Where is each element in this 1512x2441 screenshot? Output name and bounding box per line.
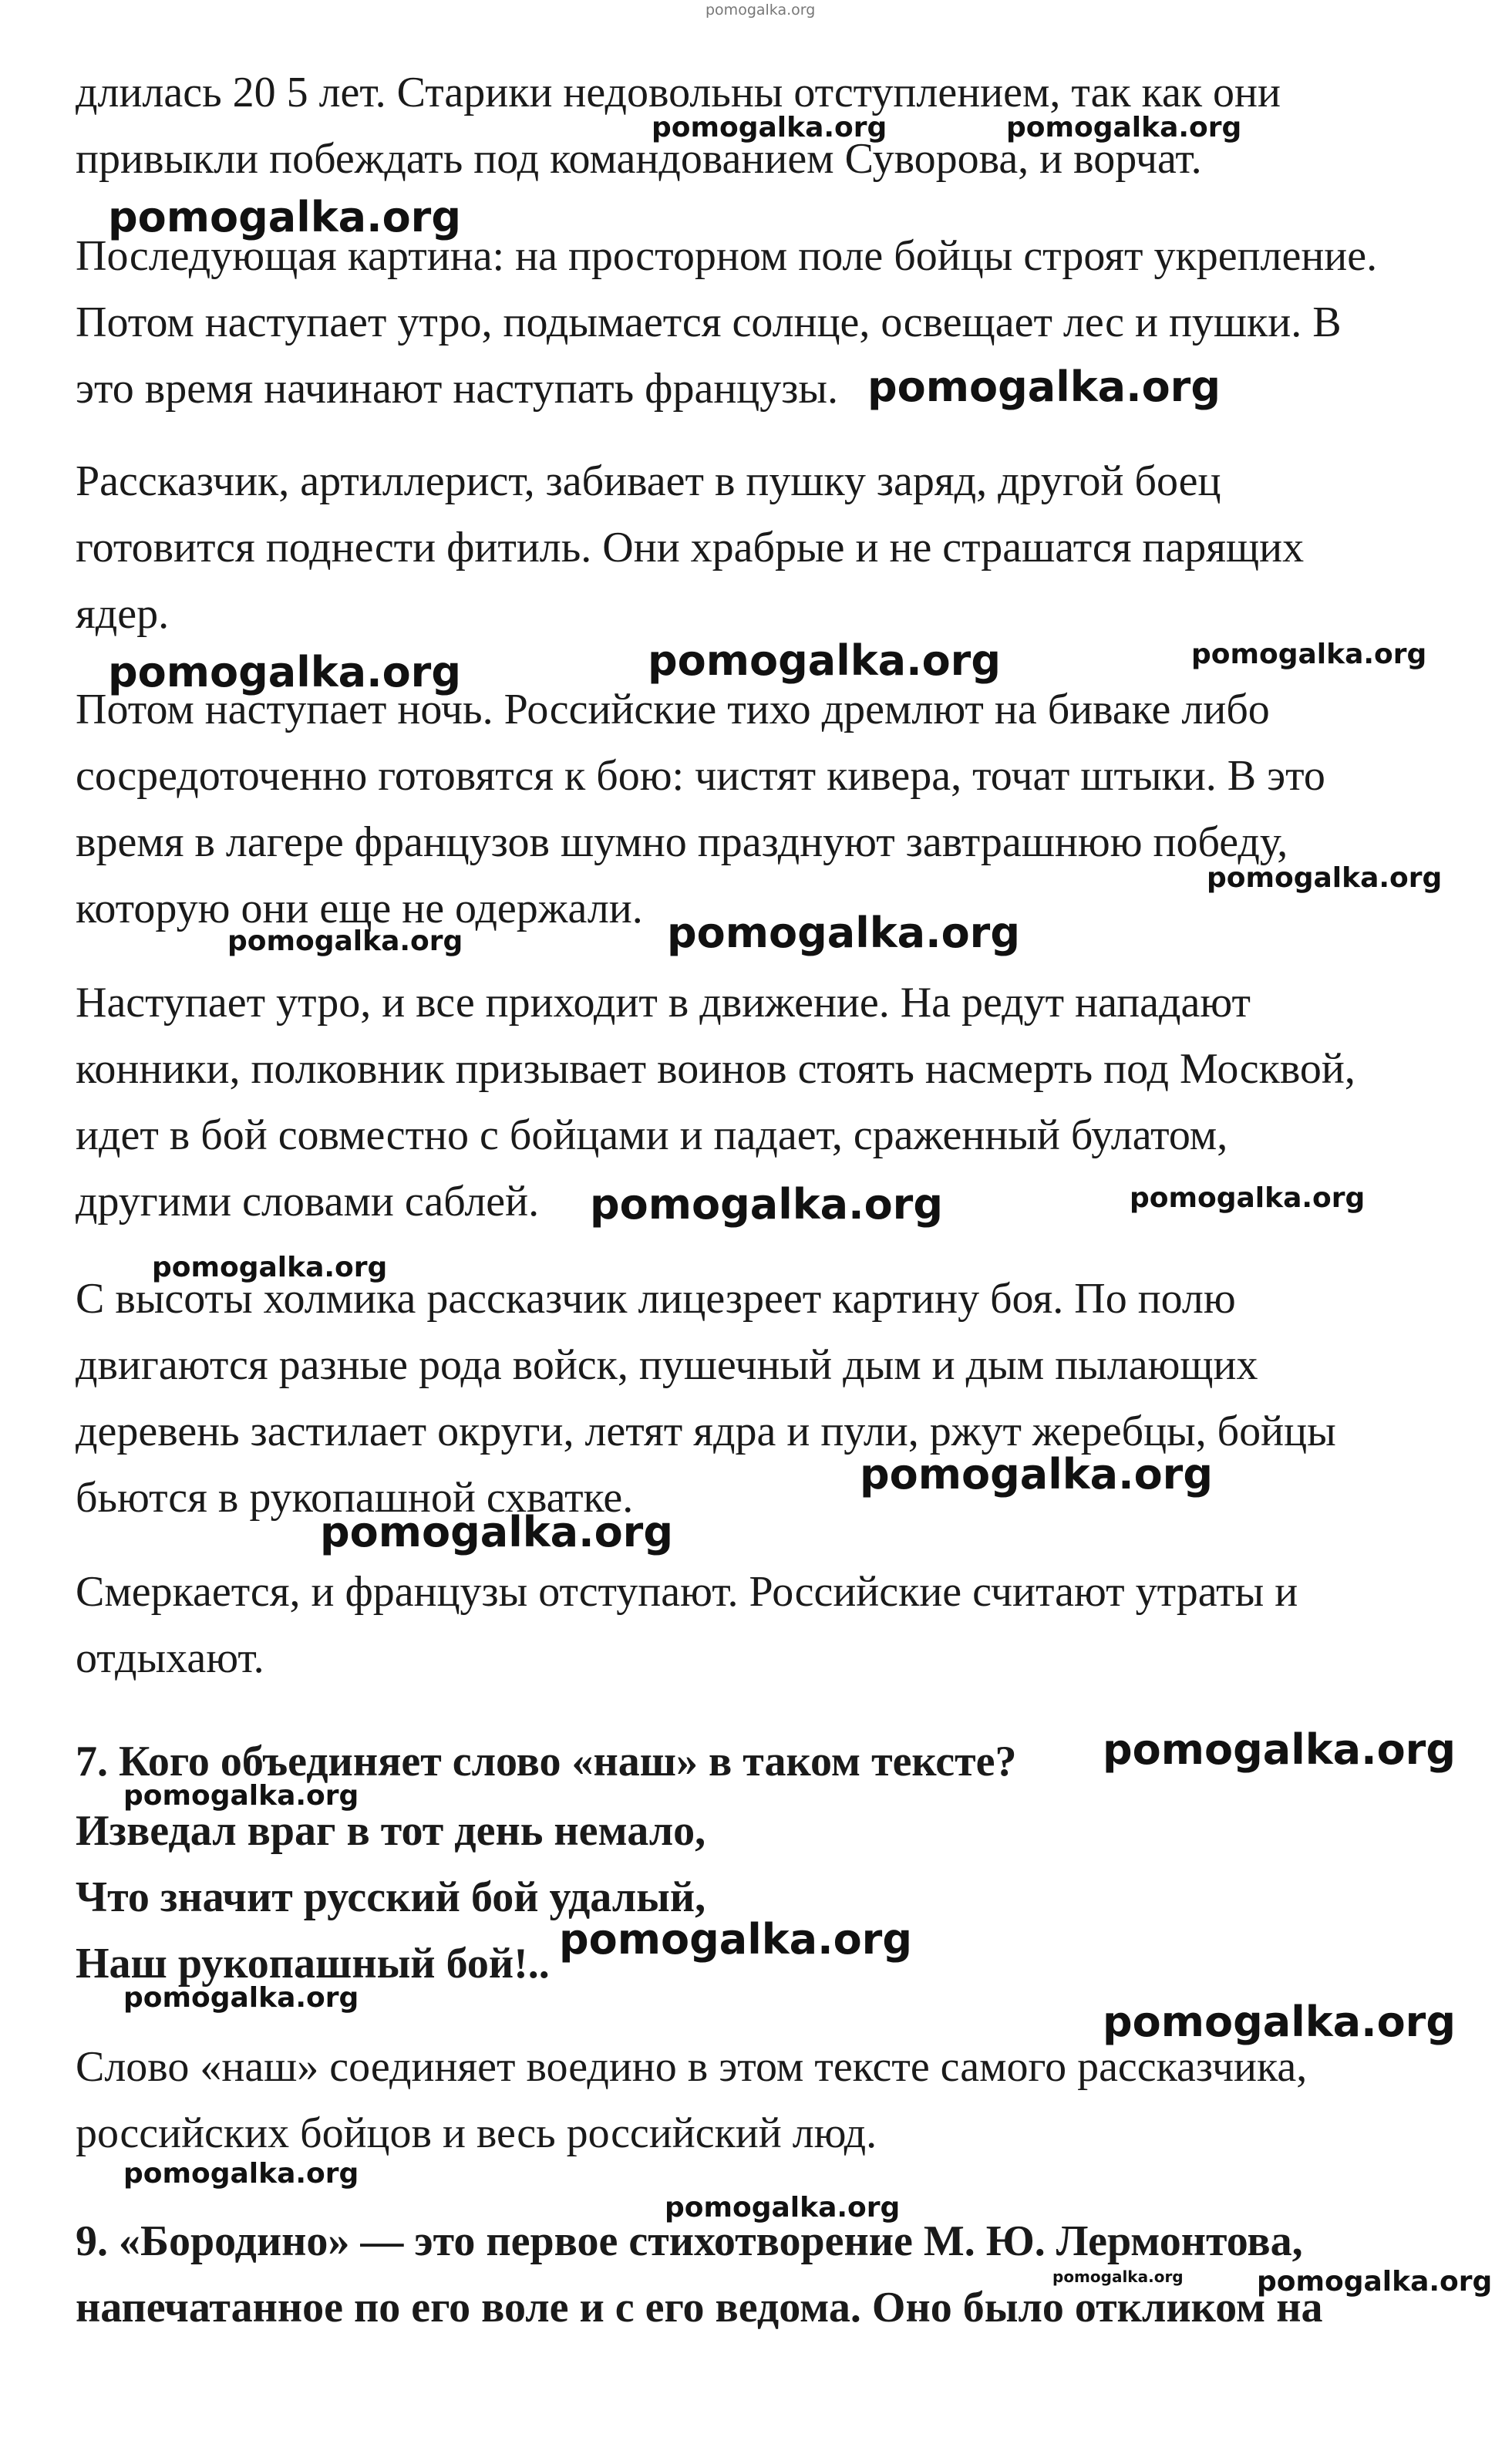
paragraph-line: Последующая картина: на просторном поле бойцы строят укрепление.	[76, 232, 1378, 280]
paragraph-line: двигаются разные рода войск, пушечный дым и дым пылающих	[76, 1341, 1258, 1389]
question-9-line: напечатанное по его воле и с его ведома. Оно было откликом на	[76, 2284, 1323, 2331]
paragraph-line: которую они еще не одержали.	[76, 885, 643, 932]
watermark: pomogalka.org	[227, 925, 463, 957]
verse-line: Что значит русский бой удалый,	[76, 1873, 706, 1921]
watermark: pomogalka.org	[1103, 1998, 1456, 2046]
verse-line: Изведал враг в тот день немало,	[76, 1807, 706, 1855]
paragraph-line: Наступает утро, и все приходит в движение. На редут нападают	[76, 979, 1251, 1027]
watermark: pomogalka.org	[1130, 1182, 1366, 1214]
watermark: pomogalka.org	[123, 1982, 359, 2014]
watermark: pomogalka.org	[1103, 1725, 1456, 1774]
paragraph-line: сосредоточенно готовятся к бою: чистят кивера, точат штыки. В это	[76, 752, 1325, 800]
paragraph-line: привыкли побеждать под командованием Суворова, и ворчат.	[76, 135, 1202, 183]
question-9-line: 9. «Бородино» — это первое стихотворение М. Ю. Лермонтова,	[76, 2217, 1303, 2265]
watermark: pomogalka.org	[1191, 639, 1427, 670]
paragraph-line: другими словами саблей.	[76, 1178, 540, 1226]
watermark: pomogalka.org	[320, 1508, 673, 1556]
paragraph-line: отдыхают.	[76, 1634, 264, 1682]
watermark: pomogalka.org	[1006, 112, 1242, 143]
watermark: pomogalka.org	[705, 2, 816, 19]
watermark: pomogalka.org	[648, 636, 1001, 685]
watermark: pomogalka.org	[559, 1915, 912, 1964]
paragraph-line: Смеркается, и французы отступают. Российские считают утраты и	[76, 1568, 1298, 1616]
watermark: pomogalka.org	[667, 909, 1020, 957]
watermark: pomogalka.org	[152, 1252, 388, 1283]
paragraph-line: готовится поднести фитиль. Они храбрые и не страшатся парящих	[76, 524, 1305, 571]
paragraph-line: С высоты холмика рассказчик лицезреет картину боя. По полю	[76, 1275, 1236, 1323]
paragraph-line: время в лагере французов шумно празднуют завтрашнюю победу,	[76, 818, 1288, 866]
watermark: pomogalka.org	[108, 648, 461, 696]
paragraph-line: это время начинают наступать французы.	[76, 365, 838, 413]
watermark: pomogalka.org	[123, 2158, 359, 2190]
watermark: pomogalka.org	[108, 193, 461, 241]
watermark: pomogalka.org	[1052, 2267, 1184, 2286]
paragraph-line: конники, полковник призывает воинов стоять насмерть под Москвой,	[76, 1045, 1355, 1093]
watermark: pomogalka.org	[665, 2192, 901, 2224]
paragraph-line: бьются в рукопашной схватке.	[76, 1474, 634, 1522]
watermark: pomogalka.org	[123, 1780, 359, 1812]
paragraph-line: идет в бой совместно с бойцами и падает, сраженный булатом,	[76, 1111, 1228, 1159]
paragraph-line: Рассказчик, артиллерист, забивает в пушку заряд, другой боец	[76, 457, 1221, 505]
watermark: pomogalka.org	[652, 112, 887, 143]
answer-line: российских бойцов и весь российский люд.	[76, 2109, 877, 2157]
paragraph-line: длилась 20 5 лет. Старики недовольны отступлением, так как они	[76, 69, 1281, 116]
paragraph-line: ядер.	[76, 590, 170, 638]
watermark: pomogalka.org	[860, 1450, 1213, 1499]
question-7-heading: 7. Кого объединяет слово «наш» в таком тексте?	[76, 1738, 1017, 1785]
watermark: pomogalka.org	[867, 362, 1221, 411]
watermark: pomogalka.org	[1257, 2266, 1493, 2298]
paragraph-line: Потом наступает утро, подымается солнце, освещает лес и пушки. В	[76, 298, 1342, 346]
answer-line: Слово «наш» соединяет воедино в этом тексте самого рассказчика,	[76, 2043, 1308, 2091]
paragraph-line: Потом наступает ночь. Российские тихо дремлют на биваке либо	[76, 686, 1270, 733]
watermark: pomogalka.org	[590, 1180, 943, 1229]
watermark: pomogalka.org	[1207, 862, 1443, 894]
verse-line: Наш рукопашный бой!..	[76, 1940, 550, 1988]
paragraph-line: деревень застилает округи, летят ядра и пули, ржут жеребцы, бойцы	[76, 1408, 1336, 1455]
